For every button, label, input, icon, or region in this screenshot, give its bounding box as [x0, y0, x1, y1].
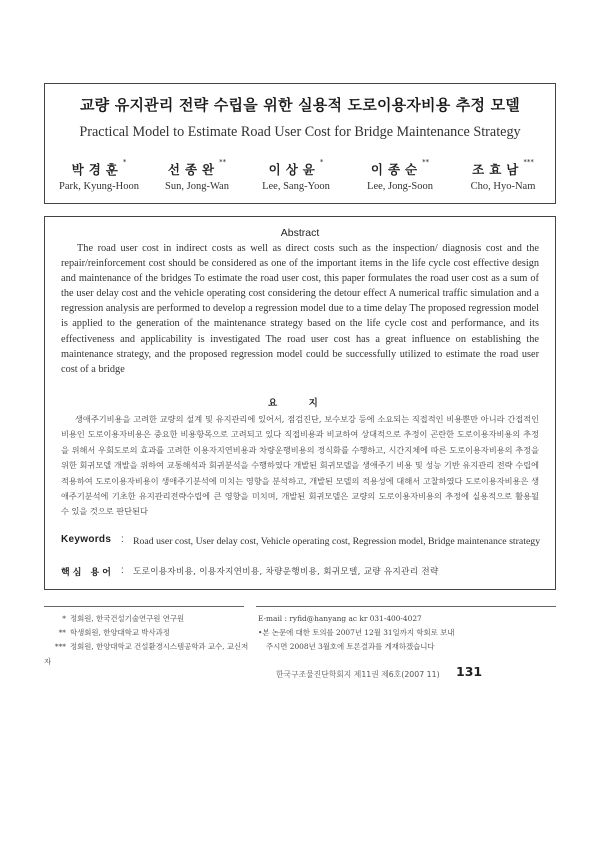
discussion-note-line-1: •본 논문에 대한 토의를 2007년 12월 31일까지 학회로 보내 — [258, 628, 455, 638]
author-2 — [151, 160, 243, 192]
korean-keywords-colon: : — [121, 565, 124, 576]
author-korean-name: 조효남 — [472, 162, 524, 177]
author-mark: *** — [523, 158, 534, 166]
footnote-divider-right — [256, 606, 556, 607]
contact-footnotes — [258, 612, 558, 655]
page-number: 131 — [456, 664, 483, 679]
korean-keywords-value: 도로이용자비용, 이용자지연비용, 차량운행비용, 회귀모델, 교량 유지관리 전략 — [133, 567, 439, 577]
author-mark: * — [122, 158, 127, 166]
footnote-text: 정회원, 한양대학교 건설환경시스템공학과 교수, 교신저자 — [44, 642, 249, 666]
abstract-text: The road user cost in indirect costs as well as direct costs such as the inspection/ diagnosis cost and the repair/reinforcement cost should be considered as one of the important items in the life cycle cost effective design and maintenance of the bridges To estimate the road user cost, this paper formulates the road user cost as a sum of the user delay cost and the vehicle operating cost considering the detour effect A numerical traffic simulation and a regression analysis are performed to develop a regression model due to a time delay The proposed regression model is applied to the generation of the maintenance strategy based on the life cycle cost and performance, and its effectiveness and applicability is investigated The road user cost has a great influence on establishing the maintenance strategy, and the proposed regression model could be successfully utilized to estimate the road user cost of a bridge — [61, 243, 539, 375]
footnote-mark: *** — [54, 642, 66, 652]
discussion-note-line-2: 주시면 2008년 3월호에 토론결과를 게재하겠습니다 — [266, 642, 435, 652]
author-4 — [349, 160, 451, 192]
korean-keywords-label: 핵심 용어 — [61, 568, 114, 578]
keywords-value: Road user cost, User delay cost, Vehicle operating cost, Regression model, Bridge maintenance strategy — [133, 536, 541, 547]
author-3 — [247, 160, 345, 192]
author-mark: * — [319, 158, 324, 166]
author-5 — [455, 160, 551, 192]
footnote-item — [44, 640, 254, 668]
footnote-item — [44, 612, 254, 626]
keywords-label: Keywords — [61, 534, 112, 545]
abstract-heading: Abstract — [280, 227, 320, 239]
author-korean-name: 이상윤 — [268, 162, 320, 177]
footnote-mark: ** — [58, 628, 66, 638]
author-english-name: Lee, Sang-Yoon — [262, 181, 330, 192]
footnote-divider-left — [44, 606, 244, 607]
korean-summary-text: 생애주기비용을 고려한 교량의 설계 및 유지관리에 있어서, 점검진단, 보수보강 등에 소요되는 직접적인 비용뿐만 아니라 간접적인 비용인 도로이용자비용은 중요한 비용항목으로 고려되고 있다 직접비용과 비교하여 상대적으로 추정이 곤란한 도로이용자비용의 추정을 위해서 우회도로의 효과를 고려한 이용자지연비용과 차량운행비용의 정식화를 수행하고, 시간지체에 따른 도로이용자비용의 추정을 위한 회귀모델 개발을 위하여 교통해석과 회귀분석을 수행하였다 개발된 회귀모델을 생애주기 비용 및 성능 기반 유지관리 전략 수립에 적용하여 도로이용자비용이 생애주기분석에 미치는 영향을 분석하고, 개발된 모델의 적용성에 대해서 고찰하였다 도로이용자비용은 생애주기분석에 기초한 유지관리전략수립에 큰 영향을 미치며, 개발된 회귀모델은 교량의 도로이용자비용의 추정에 실용적으로 활용될 수 있을 것으로 판단된다 — [61, 414, 539, 517]
author-english-name: Park, Kyung-Hoon — [59, 181, 139, 192]
korean-keywords-row — [61, 565, 541, 581]
author-english-name: Sun, Jong-Wan — [165, 181, 229, 192]
author-korean-name: 이종순 — [370, 162, 423, 177]
affiliation-footnotes — [44, 612, 254, 669]
keywords-row — [61, 534, 541, 566]
email-line: E-mail : ryfid@hanyang ac kr 031-400-4027 — [258, 614, 422, 623]
footnote-item — [44, 626, 254, 640]
author-mark: ** — [422, 158, 430, 166]
author-1 — [57, 160, 141, 192]
author-mark: ** — [219, 158, 227, 166]
korean-title: 교량 유지관리 전략 수립을 위한 실용적 도로이용자비용 추정 모델 — [79, 96, 520, 114]
footnote-mark: * — [62, 614, 66, 623]
footnote-text: 학생회원, 한양대학교 박사과정 — [70, 628, 170, 638]
abstract-box — [44, 216, 556, 590]
author-english-name: Cho, Hyo-Nam — [470, 181, 536, 192]
author-korean-name: 선종완 — [167, 162, 220, 177]
author-english-name: Lee, Jong-Soon — [367, 181, 433, 192]
keywords-colon: : — [121, 534, 124, 545]
english-title: Practical Model to Estimate Road User Cost for Bridge Maintenance Strategy — [79, 124, 521, 140]
korean-summary-heading: 요 지 — [268, 398, 332, 409]
journal-reference: 한국구조물진단학회지 제11권 제6호(2007 11) — [276, 670, 440, 679]
author-korean-name: 박경훈 — [71, 162, 123, 177]
footnote-text: 정회원, 한국건설기술연구원 연구원 — [70, 614, 185, 623]
title-box — [44, 83, 556, 204]
